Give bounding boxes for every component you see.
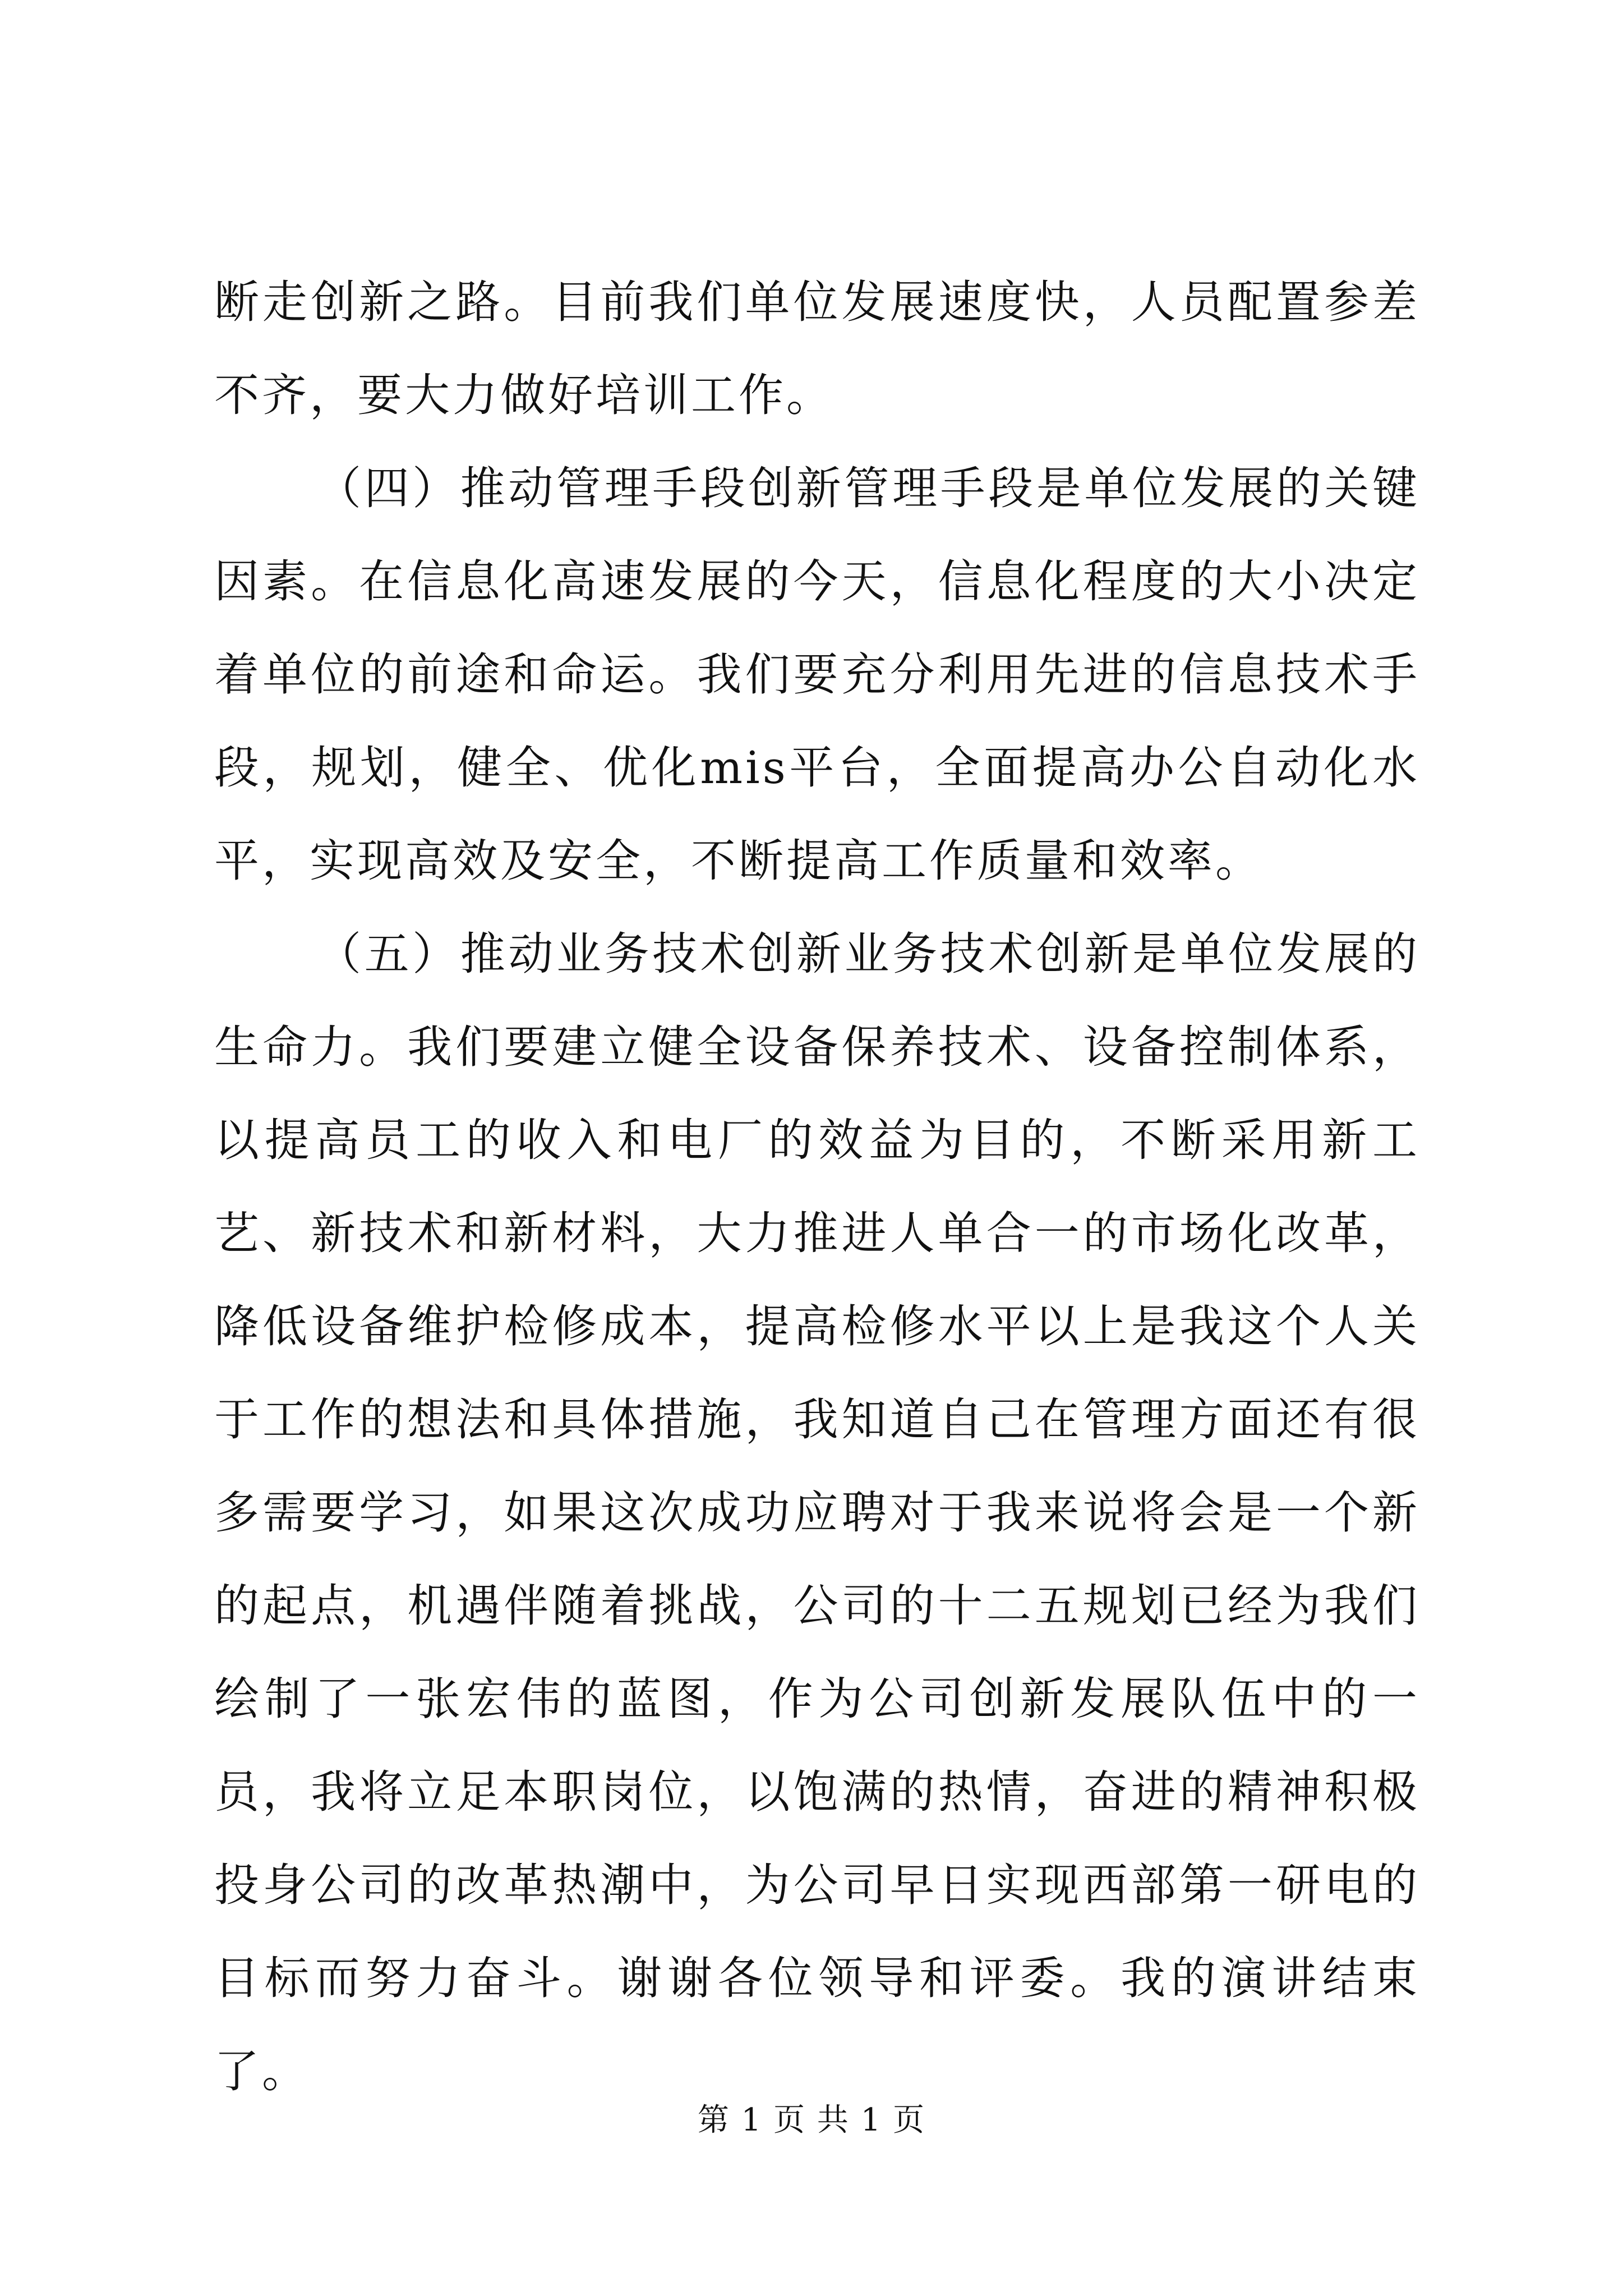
- paragraph-section-four: （四）推动管理手段创新管理手段是单位发展的关键因素。在信息化高速发展的今天，信息化程度的大小决定着单位的前途和命运。我们要充分利用先进的信息技术手段，规划，健全、优化mis平台，全面提高办公自动化水平，实现高效及安全，不断提高工作质量和效率。: [214, 462, 1420, 887]
- paragraph-continuation: 断走创新之路。目前我们单位发展速度快，人员配置参差不齐，要大力做好培训工作。: [214, 276, 1420, 421]
- document-body: [214, 256, 1420, 2118]
- page-footer: 第 1 页 共 1 页: [697, 2102, 926, 2138]
- paragraph-section-five: （五）推动业务技术创新业务技术创新是单位发展的生命力。我们要建立健全设备保养技术、设备控制体系，以提高员工的收入和电厂的效益为目的，不断采用新工艺、新技术和新材料，大力推进人单合一的市场化改革，降低设备维护检修成本，提高检修水平以上是我这个人关于工作的想法和具体措施，我知道自己在管理方面还有很多需要学习，如果这次成功应聘对于我来说将会是一个新的起点，机遇伴随着挑战，公司的十二五规划已经为我们绘制了一张宏伟的蓝图，作为公司创新发展队伍中的一员，我将立足本职岗位，以饱满的热情，奋进的精神积极投身公司的改革热潮中，为公司早日实现西部第一研电的目标而努力奋斗。谢谢各位领导和评委。我的演讲结束了。: [214, 928, 1420, 2097]
